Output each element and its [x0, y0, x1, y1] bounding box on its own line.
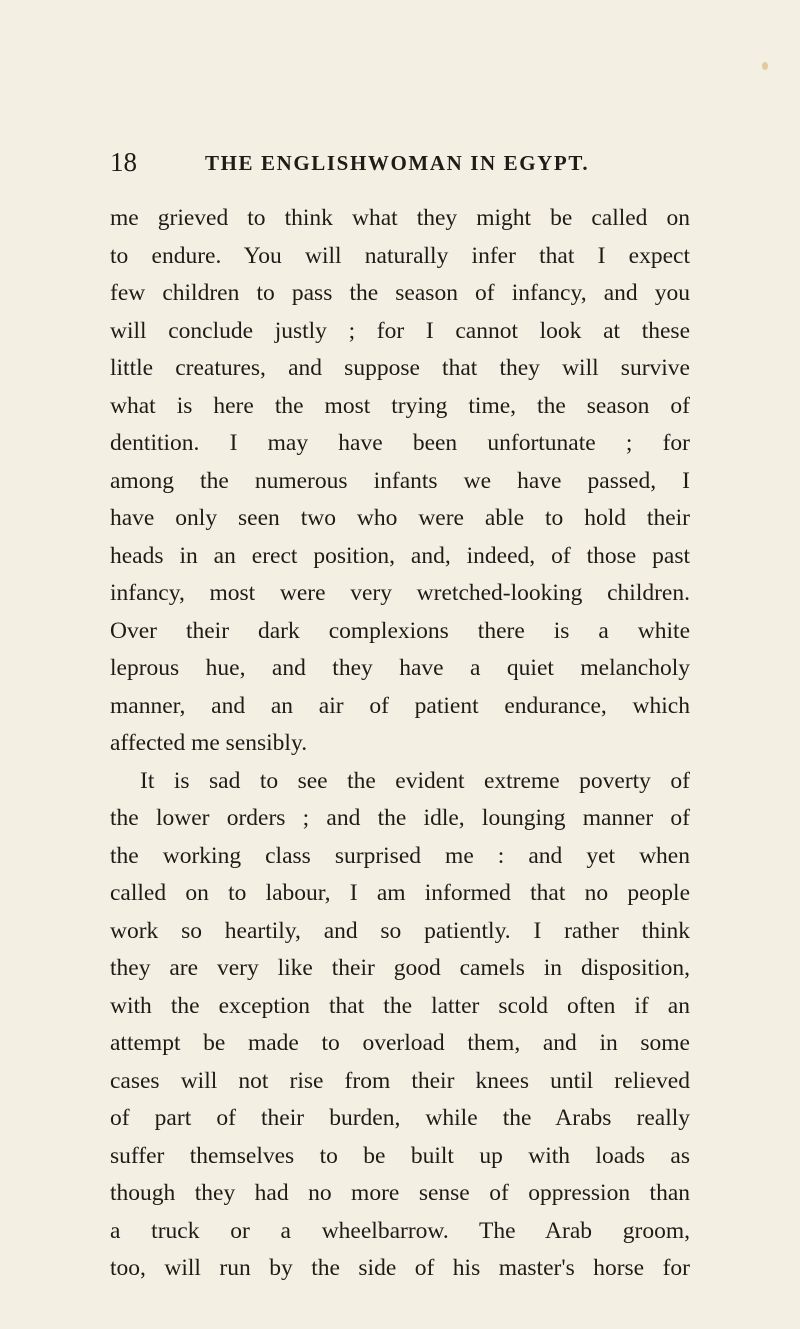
- text-line: will conclude justly ; for I cannot look at these: [110, 317, 690, 344]
- text-line: to endure. You will naturally infer that I expect: [110, 242, 690, 269]
- running-head: THE ENGLISHWOMAN IN EGYPT.: [205, 151, 590, 175]
- body-text: [110, 200, 690, 1288]
- text-line: attempt be made to overload them, and in some: [110, 1030, 690, 1056]
- text-line: the lower orders ; and the idle, lounging manner of: [110, 805, 690, 831]
- text-line: dentition. I may have been unfortunate ; for: [110, 430, 690, 456]
- text-line: leprous hue, and they have a quiet melancholy: [110, 655, 690, 681]
- text-line: heads in an erect position, and, indeed, of those past: [110, 542, 690, 569]
- text-line: cases will not rise from their knees until relieved: [110, 1067, 690, 1094]
- paragraph-start-line: It is sad to see the evident extreme poverty of: [140, 767, 690, 794]
- text-line: though they had no more sense of oppression than: [110, 1180, 690, 1206]
- text-line: the working class surprised me : and yet when: [110, 842, 690, 869]
- text-line: with the exception that the latter scold often if an: [110, 992, 690, 1019]
- text-line: have only seen two who were able to hold their: [110, 505, 690, 531]
- text-line: among the numerous infants we have passed, I: [110, 467, 690, 494]
- text-line: too, will run by the side of his master's horse for: [110, 1255, 690, 1281]
- text-line: called on to labour, I am informed that no people: [110, 880, 690, 906]
- paragraph-end-line: affected me sensibly.: [110, 730, 308, 756]
- page-number: 18: [110, 147, 137, 177]
- text-line: a truck or a wheelbarrow. The Arab groom,: [110, 1217, 690, 1244]
- page-header: [110, 146, 690, 178]
- text-line: me grieved to think what they might be called on: [110, 205, 690, 231]
- text-line: of part of their burden, while the Arabs really: [110, 1105, 690, 1131]
- text-line: Over their dark complexions there is a white: [110, 617, 690, 644]
- text-line: what is here the most trying time, the season of: [110, 392, 690, 419]
- text-line: suffer themselves to be built up with loads as: [110, 1142, 690, 1169]
- text-line: little creatures, and suppose that they will survive: [110, 355, 690, 381]
- text-line: infancy, most were very wretched-looking children.: [110, 580, 690, 606]
- text-line: few children to pass the season of infancy, and you: [110, 280, 690, 306]
- text-line: work so heartily, and so patiently. I rather think: [110, 917, 690, 944]
- paper-stain: [762, 62, 768, 70]
- text-line: manner, and an air of patient endurance, which: [110, 692, 690, 719]
- text-line: they are very like their good camels in disposition,: [110, 955, 690, 981]
